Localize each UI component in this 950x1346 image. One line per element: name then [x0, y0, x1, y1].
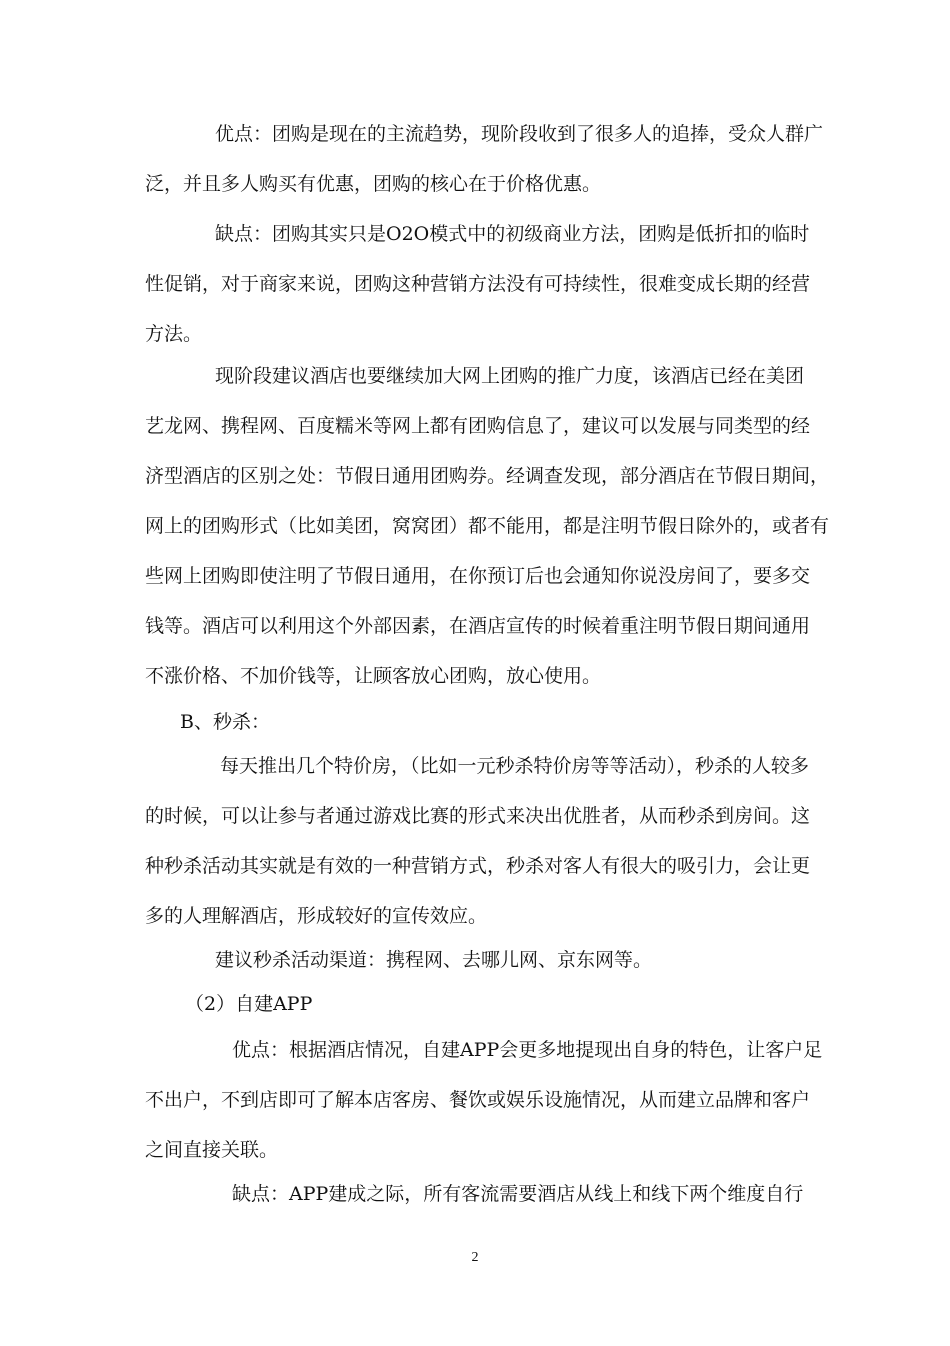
page-number: 2 — [471, 1250, 479, 1265]
text-line: 缺点：APP建成之际，所有客流需要酒店从线上和线下两个维度自行 — [232, 1183, 804, 1205]
text-line: 艺龙网、携程网、百度糯米等网上都有团购信息了，建议可以发展与同类型的经 — [145, 415, 811, 437]
text-line: 现阶段建议酒店也要继续加大网上团购的推广力度，该酒店已经在美团 — [215, 365, 805, 387]
text-line: 不涨价格、不加价钱等，让顾客放心团购，放心使用。 — [145, 665, 602, 687]
text-line: 每天推出几个特价房，（比如一元秒杀特价房等等活动），秒杀的人较多 — [220, 755, 810, 777]
text-line: 不出户，不到店即可了解本店客房、餐饮或娱乐设施情况，从而建立品牌和客户 — [145, 1089, 811, 1111]
text-line: 优点：团购是现在的主流趋势，现阶段收到了很多人的追捧，受众人群广 — [215, 123, 824, 145]
text-line: 种秒杀活动其实就是有效的一种营销方式，秒杀对客人有很大的吸引力，会让更 — [145, 855, 811, 877]
text-line: 钱等。酒店可以利用这个外部因素，在酒店宣传的时候着重注明节假日期间通用 — [145, 615, 811, 637]
text-line: 的时候，可以让参与者通过游戏比赛的形式来决出优胜者，从而秒杀到房间。这 — [145, 805, 811, 827]
text-line: 济型酒店的区别之处：节假日通用团购券。经调查发现，部分酒店在节假日期间， — [145, 465, 830, 487]
section-heading: （2）自建APP — [185, 993, 313, 1015]
text-line: 网上的团购形式（比如美团，窝窝团）都不能用，都是注明节假日除外的，或者有 — [145, 515, 830, 537]
text-line: 方法。 — [145, 323, 203, 345]
text-line: 建议秒杀活动渠道：携程网、去哪儿网、京东网等。 — [215, 949, 653, 971]
section-heading: B、秒杀： — [180, 711, 270, 733]
text-line: 优点：根据酒店情况，自建APP会更多地提现出自身的特色，让客户足 — [232, 1039, 823, 1061]
text-line: 些网上团购即使注明了节假日通用，在你预订后也会通知你说没房间了，要多交 — [145, 565, 811, 587]
text-line: 之间直接关联。 — [145, 1139, 279, 1161]
text-line: 泛，并且多人购买有优惠，团购的核心在于价格优惠。 — [145, 173, 602, 195]
text-line: 缺点：团购其实只是O2O模式中的初级商业方法，团购是低折扣的临时 — [215, 223, 810, 245]
text-line: 性促销，对于商家来说，团购这种营销方法没有可持续性，很难变成长期的经营 — [145, 273, 811, 295]
text-line: 多的人理解酒店，形成较好的宣传效应。 — [145, 905, 488, 927]
